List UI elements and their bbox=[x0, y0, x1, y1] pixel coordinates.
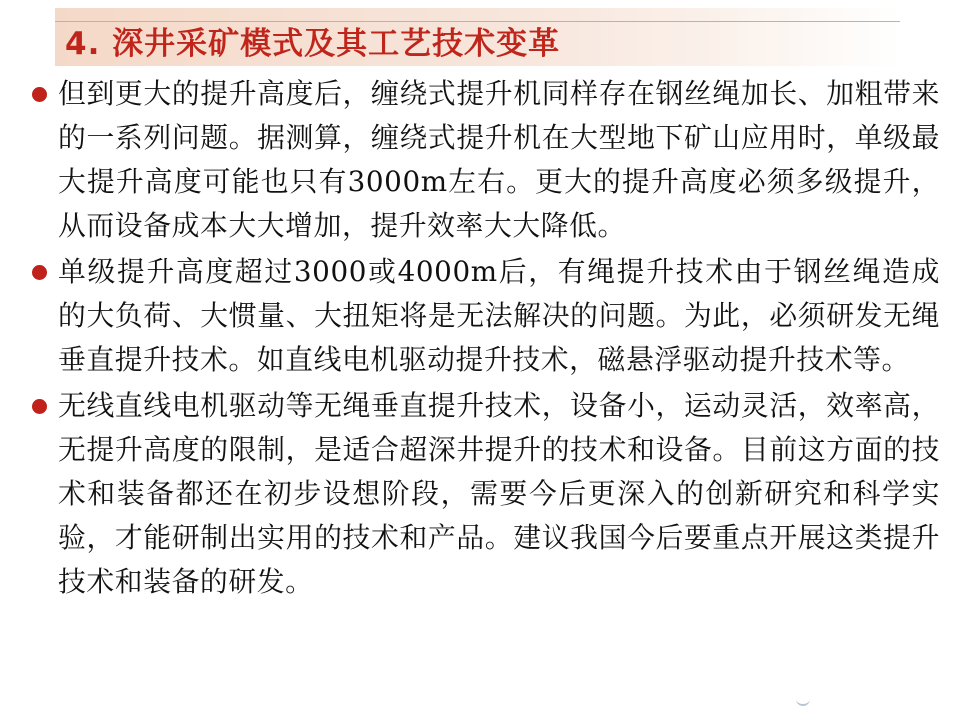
bullet-item bbox=[28, 72, 940, 248]
title-band bbox=[55, 8, 900, 66]
bullet-text: 单级提升高度超过3000或4000m后，有绳提升技术由于钢丝绳造成的大负荷、大惯量、大扭矩将是无法解决的问题。为此，必须研发无绳垂直提升技术。如直线电机驱动提升技术，磁悬浮驱动提升技术等。 bbox=[58, 255, 940, 376]
slide-title: 4. 深井采矿模式及其工艺技术变革 bbox=[65, 26, 561, 62]
red-round-bullet-icon bbox=[32, 399, 47, 414]
corner-decoration bbox=[796, 698, 810, 706]
bullet-text: 但到更大的提升高度后，缠绕式提升机同样存在钢丝绳加长、加粗带来的一系列问题。据测算，缠绕式提升机在大型地下矿山应用时，单级最大提升高度可能也只有3000m左右。更大的提升高度必须多级提升，从而设备成本大大增加，提升效率大大降低。 bbox=[58, 77, 940, 242]
red-round-bullet-icon bbox=[32, 265, 47, 280]
bullet-item bbox=[28, 384, 940, 604]
red-round-bullet-icon bbox=[32, 87, 47, 102]
bullet-list bbox=[28, 72, 940, 606]
bullet-item bbox=[28, 250, 940, 382]
bullet-text: 无线直线电机驱动等无绳垂直提升技术，设备小，运动灵活，效率高，无提升高度的限制，是适合超深井提升的技术和设备。目前这方面的技术和装备都还在初步设想阶段，需要今后更深入的创新研究和科学实验，才能研制出实用的技术和产品。建议我国今后要重点开展这类提升技术和装备的研发。 bbox=[58, 389, 940, 598]
